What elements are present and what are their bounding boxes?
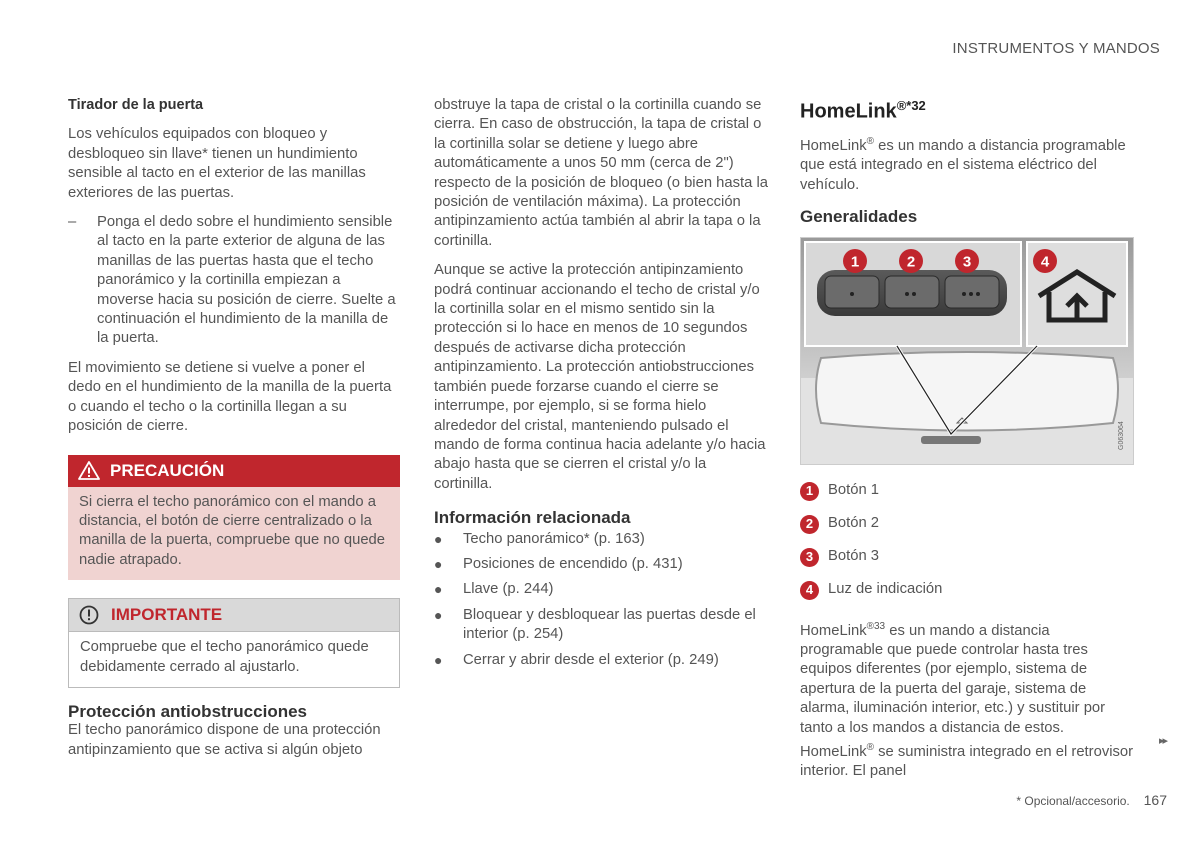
bullet: ●	[434, 530, 443, 547]
important-box	[68, 598, 400, 688]
instruction-text: Ponga el dedo sobre el hundimiento sensible al tacto en la parte exterior de alguna de las manillas de las puertas hasta que el techo panorámico y la cortinilla empiezan a moverse hacia su posición de cierre. Suelte a continuación el hundimiento de la manilla de la puerta.	[97, 214, 396, 347]
homelink-title	[800, 96, 1134, 122]
legend-item	[800, 574, 1134, 607]
svg-text:2: 2	[906, 253, 916, 271]
column-2	[434, 96, 768, 676]
paragraph: El movimiento se detiene si vuelve a poner el dedo en el hundimiento de la manilla de la puerta o cuando el techo o la cortinilla llegan a su posición de cierre.	[68, 359, 392, 435]
bullet: ●	[434, 555, 443, 572]
optional-note: * Opcional/accesorio.	[1016, 794, 1130, 808]
page-number: 167	[1143, 792, 1167, 808]
legend-label: Botón 3	[828, 548, 880, 565]
bullet: ●	[434, 606, 443, 623]
generalities-heading: Generalidades	[800, 207, 918, 227]
registered-mark: ®	[866, 136, 874, 148]
registered-mark: ®	[866, 741, 874, 753]
exclamation-circle-icon	[79, 605, 99, 625]
footnote-ref: ®33	[866, 620, 886, 632]
callout-4	[1033, 249, 1057, 273]
callout-3	[955, 249, 979, 273]
homelink-description	[800, 617, 1134, 782]
related-item[interactable]	[434, 651, 768, 670]
desc-text: es un mando a distancia programable que puede controlar hasta tres equipos diferentes (por ejemplo, sistema de apertura de la puerta del garaje, sistema de alarma, iluminación interior, etc.) y sustituir por tanto a los mandos a distancia de estos. HomeLink	[800, 622, 1106, 760]
continue-arrows-icon: ▸▸	[1158, 735, 1166, 747]
related-link[interactable]: Posiciones de encendido (p. 431)	[463, 555, 683, 572]
important-text: Compruebe que el techo panorámico quede debidamente cerrado al ajustarlo.	[80, 639, 369, 675]
desc-text: se suministra integrado en el retrovisor interior. El panel	[800, 743, 1134, 780]
related-link[interactable]: Cerrar y abrir desde el exterior (p. 249)	[463, 651, 719, 668]
legend-number: 4	[800, 581, 819, 600]
callout-2	[899, 249, 923, 273]
paragraph: obstruye la tapa de cristal o la cortinilla cuando se cierra. En caso de obstrucción, la tapa de cristal o la cortinilla solar se detiene y luego abre automáticamente a unos 50 mm (cerca de 2") respecto de la posición de bloqueo (o bien hasta la posición de ventilación máxima). La protección antipinzamiento actúa también al abrir la tapa o la cortinilla.	[434, 97, 768, 249]
column-1	[68, 96, 400, 770]
homelink-figure	[800, 237, 1134, 465]
svg-text:4: 4	[1040, 253, 1050, 271]
figure-legend	[800, 475, 1134, 607]
legend-label: Botón 2	[828, 515, 880, 532]
section-header: INSTRUMENTOS Y MANDOS	[952, 40, 1160, 57]
paragraph: Los vehículos equipados con bloqueo y desbloqueo sin llave* tienen un hundimiento sensible al tacto en el exterior de las manillas exteriores de las puertas.	[68, 126, 366, 201]
warning-triangle-icon	[78, 461, 100, 480]
bullet: ●	[434, 581, 443, 598]
bullet: ●	[434, 651, 443, 668]
important-title: IMPORTANTE	[111, 605, 223, 625]
legend-item	[800, 475, 1134, 508]
svg-text:1: 1	[850, 253, 860, 271]
dash-marker: –	[68, 214, 77, 231]
title-text: HomeLink	[800, 100, 897, 123]
related-item[interactable]	[434, 580, 768, 599]
caution-text: Si cierra el techo panorámico con el mando a distancia, el botón de cierre centralizado o la manilla de la puerta, compruebe que no quede nadie atrapado.	[68, 487, 400, 581]
related-item[interactable]	[434, 606, 768, 645]
related-link[interactable]: Techo panorámico* (p. 163)	[463, 530, 645, 547]
legend-label: Luz de indicación	[828, 581, 943, 598]
figure-code: G063064	[1118, 420, 1125, 450]
intro-text: es un mando a distancia programable que está integrado en el sistema eléctrico del vehículo.	[800, 137, 1126, 193]
instruction-step	[68, 213, 400, 349]
important-header	[69, 599, 399, 632]
legend-label: Botón 1	[828, 482, 880, 499]
paragraph: El techo panorámico dispone de una protección antipinzamiento que se activa si algún objeto	[68, 722, 381, 758]
column-3	[800, 96, 1134, 792]
callout-1	[843, 249, 867, 273]
legend-item	[800, 508, 1134, 541]
related-item[interactable]	[434, 555, 768, 574]
related-link[interactable]: Bloquear y desbloquear las puertas desde el interior (p. 254)	[463, 606, 756, 643]
caution-box	[68, 455, 400, 581]
intro-text: HomeLink	[800, 137, 867, 154]
paragraph: Aunque se active la protección antipinzamiento podrá continuar accionando el techo de cristal y/o la cortinilla solar en el mismo sentido sin la protección si lo hace en menos de 10 segundos después de activarse dicha protección antipinzamiento. La protección antiobstrucciones también puede forzarse cuando el cierre se interrumpe, por ejemplo, si se forma hielo alrededor del cristal, manteniendo pulsado el mando de forma continua hacia adelante y/o hacia abajo hasta que se cierren el cristal y/o la cortinilla.	[434, 262, 766, 492]
caution-title: PRECAUCIÓN	[110, 460, 225, 480]
legend-number: 1	[800, 482, 819, 501]
legend-item	[800, 541, 1134, 574]
related-info-heading: Información relacionada	[434, 508, 631, 528]
related-list	[434, 530, 768, 670]
heading-anti-obstruction: Protección antiobstrucciones	[68, 701, 307, 721]
legend-number: 3	[800, 548, 819, 567]
caution-header	[68, 455, 400, 487]
page-footer	[1016, 792, 1167, 808]
svg-text:3: 3	[962, 253, 972, 271]
homelink-intro	[800, 132, 1134, 195]
subheading-door-handle: Tirador de la puerta	[68, 97, 204, 113]
title-superscript: ®*32	[896, 98, 926, 113]
related-link[interactable]: Llave (p. 244)	[463, 581, 554, 598]
related-item[interactable]	[434, 530, 768, 549]
desc-text: HomeLink	[800, 622, 867, 639]
legend-number: 2	[800, 515, 819, 534]
